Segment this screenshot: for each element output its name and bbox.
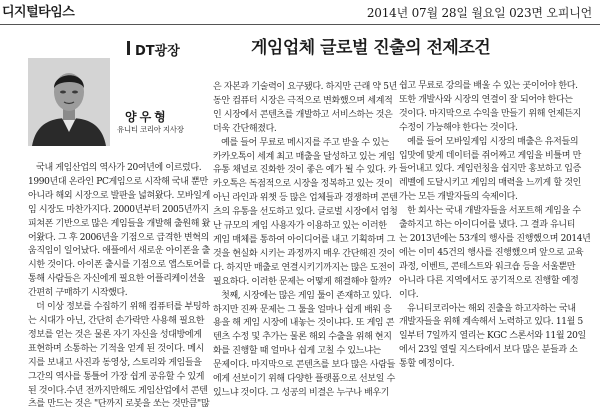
body-line: 용을 해 게임 시장에 내놓는 것이냐다. 또 게임 콘 <box>213 318 395 329</box>
body-line: 다. 하지만 매출로 연결시키기까지는 많은 도전이 <box>213 262 395 273</box>
body-line: 있느냐 것이다. 그 성공의 비결은 누구나 배우기 <box>213 387 390 398</box>
headline: 게임업체 글로벌 진출의 전제조건 <box>251 38 491 58</box>
body-line: 은 자본과 기술력이 요구됐다. 하지만 근래 약 5년 <box>213 82 398 92</box>
column-label: DT광장 <box>127 40 180 59</box>
body-line: 동안 컴퓨터 시장은 극적으로 변화했으며 세계적 <box>213 95 393 106</box>
body-line: 움직임이 일어났다. 애플에서 새로운 아이폰을 출 <box>28 246 210 257</box>
body-line: 게임 매체를 통하여 아이디어를 내고 기획하며 그 <box>213 234 395 245</box>
body-line: 그간의 역사를 통틀어 가장 쉽게 공유할 수 있게 <box>28 371 205 382</box>
body-line: 통해 사람들은 자신에게 필요한 어플리케이션을 <box>28 274 205 285</box>
body-line: 아니라 해외 시장으로 발판을 넓혀왔다. 모바일게 <box>28 190 210 201</box>
body-line: 첫째, 시장에는 많은 게임 툴이 존재하고 있다. <box>221 290 392 301</box>
body-line: 또한 개발사와 시장의 연결이 잘 되어야 한다는 <box>399 94 573 105</box>
body-line: 국내 게임산업의 역사가 20여년에 이르렀다. <box>36 163 202 173</box>
body-line: 예를 들어 무료로 메시지를 주고 받을 수 있는 <box>221 137 389 148</box>
body-line: 에서 23일 열릴 지스타에서 보다 많은 분들과 소 <box>399 345 578 356</box>
body-line: 필요하다. 이러한 문제는 어떻게 해결해야 할까? <box>213 276 392 287</box>
body-line: 더 이상 정보를 수집하기 위해 컴퓨터를 부팅하 <box>36 302 210 313</box>
body-line: 어왔다. 그 후 2006년을 기점으로 급격한 변혁의 <box>28 232 209 243</box>
body-line: 개발자들을 위해 계속해서 노력하고 있다. 11월 5 <box>399 317 583 328</box>
body-line: 정보를 얻는 것은 물론 자기 자신을 성대방에게 <box>28 329 202 340</box>
author-portrait-image <box>28 58 110 146</box>
body-line: 예를 들어 모바일게임 시장의 매출은 유저들의 <box>407 136 579 147</box>
body-line: 난 규모의 게임 사용자가 이용하고 있는 이러한 <box>213 221 387 232</box>
body-line: 출하지고 하는 아이디어를 냈다. 그 결과 유니티 <box>399 220 576 231</box>
body-line: 카오톡은 독점적으로 시장을 정복하고 있는 것이 <box>213 179 393 190</box>
author-title: 유니티 코리아 지사장 <box>117 125 184 134</box>
top-rule <box>0 24 600 25</box>
body-line: 시한 것이다. 아이폰 출시를 기점으로 앱스토어를 <box>28 260 210 271</box>
body-line: 레벨에 도달시키고 게임의 매력을 느끼게 할 것인 <box>399 178 581 189</box>
dateline: 2014년 07월 28일 월요일 023면 오피니언 <box>366 6 592 20</box>
body-line: 텐츠 수정 및 추가는 물론 해외 수출을 위해 현지 <box>213 332 392 343</box>
body-line: 인 시장에서 콘텐츠를 개발하고 서비스하는 것은 <box>213 109 393 120</box>
body-line: 가는 모든 개발자들의 숙제이다. <box>399 192 518 203</box>
body-line: 쉽고 무료로 강의를 배울 수 있는 곳이어야 한다. <box>399 81 578 91</box>
body-line: 에는 이미 45건의 행사를 진행했으며 앞으로 교육 <box>399 247 584 258</box>
body-line: 츠를 만드는 것은 "단까지 로봇을 쏘는 것만큼"많 <box>28 399 210 410</box>
body-line: 카카오톡이 세계 최고 매출을 달성하고 있는 게임 <box>213 151 395 162</box>
body-line: 유통 채널로 진화한 것이 좋은 예가 될 수 있다. 카 <box>213 165 397 176</box>
body-line: 수정이 가능해야 한다는 것이다. <box>399 122 518 133</box>
body-line: 과정, 이벤트, 콘테스트와 워크숍 등을 서울뿐만 <box>399 261 576 272</box>
body-line: 한 회사는 국내 개발자들을 서포트해 게임을 수 <box>407 206 581 217</box>
body-line: 이다. <box>399 289 419 300</box>
body-line: 일부터 7일까지 열리는 KGC 스론서와 11월 20일 <box>399 331 586 342</box>
body-line: 하지만 진짜 문제는 그 툴을 얼마나 쉽게 배워 응 <box>213 304 392 315</box>
body-line: 피쳐폰 기반으로 많은 게임들을 개발해 출원해 왔 <box>28 218 210 229</box>
body-column-1 <box>28 162 210 412</box>
body-line: 1990년대 온라인 PC게임으로 시작해 국내 뿐만 <box>28 176 208 187</box>
body-line: 입맛에 맞게 데이터를 쥐어짜고 게임을 비틀며 만 <box>399 150 581 161</box>
body-line: 것을 현실화 시키는 과정까지 매우 간단해진 것이 <box>213 248 395 259</box>
body-column-2 <box>213 81 399 401</box>
body-line: 지를 보내고 사진과 동영상, 스토리와 게임들을 <box>28 357 202 368</box>
body-line: 는 시대가 아닌, 간단히 손가락만 사용해 필요한 <box>28 315 205 326</box>
body-line: 된 것이다.수년 전까지만해도 게임산업에서 콘텐 <box>28 385 208 396</box>
body-line: 에게 선보이기 위해 다양한 플랫폼으로 선보일 수 <box>213 374 395 385</box>
body-line: 츠의 유통을 선도하고 있다. 글로벌 시장에서 엄청 <box>213 207 398 218</box>
body-line: 표현하며 소통하는 기적을 얻게 된 것이다. 메시 <box>28 343 205 354</box>
author-name: 양우형 <box>125 110 169 124</box>
body-line: 유니티코리아는 해외 진출을 하고자하는 국내 <box>407 303 576 314</box>
body-line: 임 시장도 마찬가지다. 2000년부터 2005년까지 <box>28 204 209 215</box>
author-photo <box>28 58 110 146</box>
masthead: 디지털타임스 <box>2 5 75 20</box>
body-line: 통할 예정이다. <box>399 359 455 370</box>
body-line: 들어내고 있다. 게임런칭을 쉽지만 홍보하고 입증 <box>399 164 581 175</box>
body-line: 아니라 다른 지역에서도 공기적으로 진행할 예정 <box>399 275 579 286</box>
body-line: 것이다. 마지막으로 수익을 만들기 위해 언제든지 <box>399 108 581 119</box>
body-column-3 <box>399 80 589 372</box>
body-line: 는 2013년에는 53개의 행사를 진행했으며 2014년 <box>399 233 591 244</box>
body-line: 화를 진행할 때 얼마나 쉽게 고칠 수 있느냐는 <box>213 346 381 357</box>
body-line: 아닌 라인과 위챗 등 많은 업체들과 경쟁하며 콘텐 <box>213 193 398 204</box>
body-line: 문제이다. 마지막으로 콘텐츠를 보다 많은 사람들 <box>213 360 395 371</box>
body-line: 간편히 구매하기 시작했다. <box>28 288 128 299</box>
body-line: 더욱 간단해졌다. <box>213 123 277 134</box>
